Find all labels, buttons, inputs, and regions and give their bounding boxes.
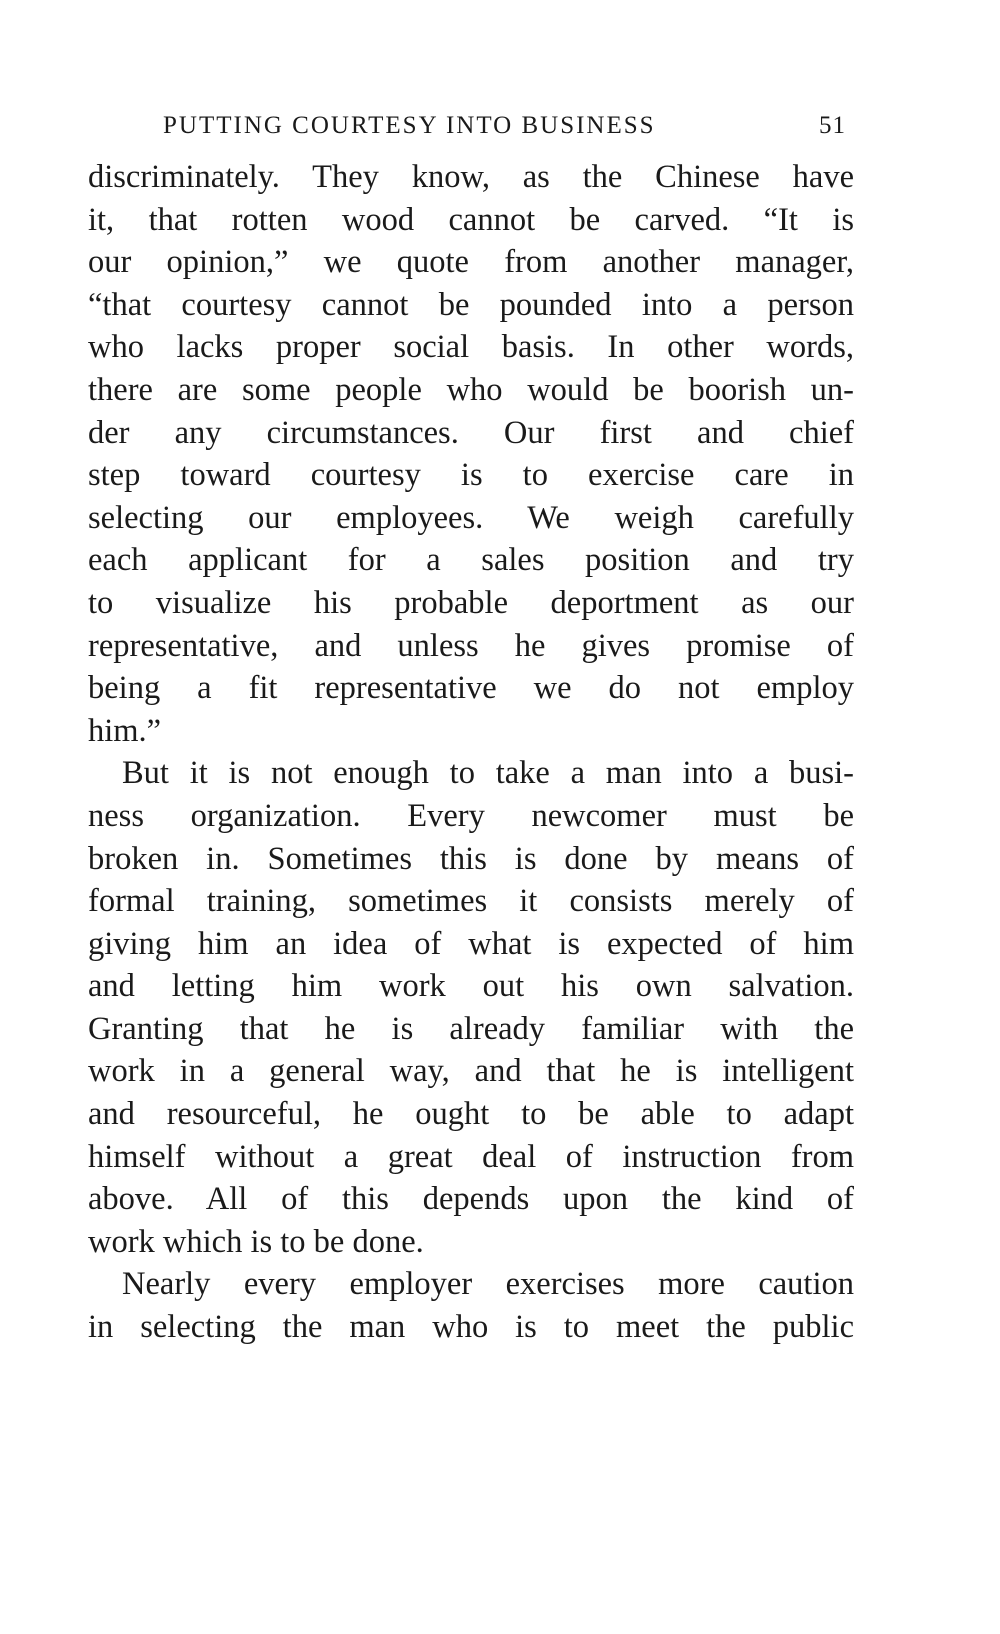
text-line: “that courtesy cannot be pounded into a person	[88, 286, 854, 323]
book-page	[88, 104, 854, 1349]
running-head	[88, 104, 854, 156]
text-line: there are some people who would be boorish un-	[88, 371, 854, 408]
text-line: to visualize his probable deportment as our	[88, 584, 854, 621]
text-line: it, that rotten wood cannot be carved. “It is	[88, 201, 854, 238]
text-line: representative, and unless he gives promise of	[88, 627, 854, 664]
page-number: 51	[819, 112, 846, 139]
text-line: work which is to be done.	[88, 1223, 424, 1260]
text-line: who lacks proper social basis. In other words,	[88, 329, 854, 366]
text-line: our opinion,” we quote from another manager,	[88, 244, 854, 281]
text-line: giving him an idea of what is expected of him	[88, 925, 854, 962]
text-line: selecting our employees. We weigh carefully	[88, 499, 854, 536]
text-line: formal training, sometimes it consists merely of	[88, 883, 854, 920]
text-line: above. All of this depends upon the kind of	[88, 1181, 854, 1218]
text-line: and letting him work out his own salvation.	[88, 968, 854, 1005]
text-line: each applicant for a sales position and try	[88, 542, 854, 579]
text-line: and resourceful, he ought to be able to adapt	[88, 1096, 854, 1133]
paragraph-start-line: But it is not enough to take a man into a busi-	[122, 755, 854, 792]
text-line: Granting that he is already familiar with the	[88, 1010, 854, 1047]
text-line: der any circumstances. Our first and chief	[88, 414, 854, 451]
text-line: in selecting the man who is to meet the public	[88, 1309, 854, 1346]
text-line: himself without a great deal of instruction from	[88, 1138, 854, 1175]
text-line: ness organization. Every newcomer must be	[88, 797, 854, 834]
text-line: discriminately. They know, as the Chinese have	[88, 159, 854, 195]
text-line: work in a general way, and that he is intelligent	[88, 1053, 854, 1090]
text-line: step toward courtesy is to exercise care in	[88, 457, 854, 494]
running-title: PUTTING COURTESY INTO BUSINESS	[163, 112, 656, 139]
text-line: broken in. Sometimes this is done by means of	[88, 840, 854, 877]
text-line: him.”	[88, 712, 162, 749]
body-text	[88, 156, 854, 1349]
text-line: being a fit representative we do not employ	[88, 670, 854, 707]
paragraph-start-line: Nearly every employer exercises more caution	[122, 1266, 854, 1303]
